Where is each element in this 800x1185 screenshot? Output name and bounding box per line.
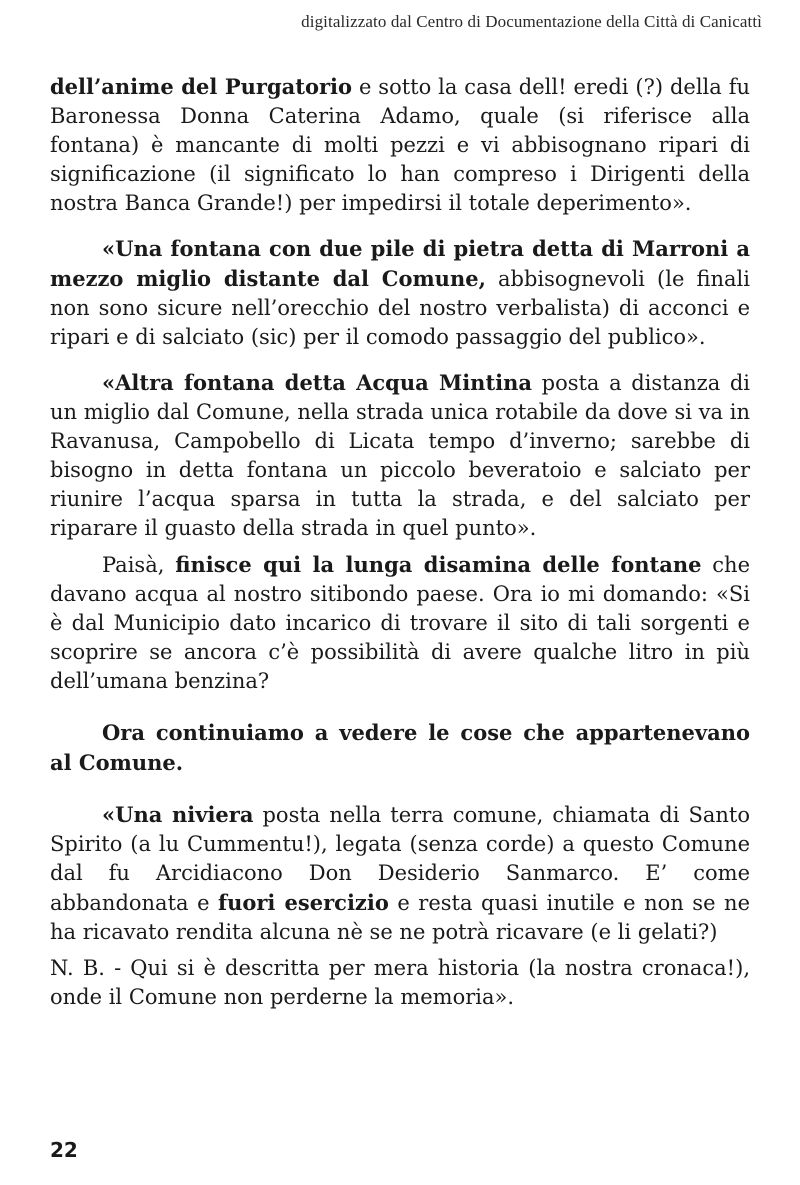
paragraph bbox=[50, 72, 750, 218]
bold-phrase: fuori esercizio bbox=[218, 890, 389, 915]
digitization-credit: digitalizzato dal Centro di Documentazione della Città di Canicattì bbox=[301, 12, 762, 31]
paragraph-text: e resta quasi inutile e non se ne ha ricavato rendita alcuna nè se ne potrà ricavare (e li gelati?) bbox=[50, 891, 750, 944]
paragraph-text: che davano acqua al nostro sitibondo paese. Ora io mi domando: «Si è dal Municipio dato incarico di trovare il sito di tali sorgenti e scoprire se ancora c’è possibilità di avere qualche litro in più dell’umana benzina? bbox=[50, 553, 751, 693]
paragraph-text: posta nella terra comune, chiamata di Santo Spirito (a lu Cummentu!), legata (senza corde) a questo Comune dal fu Arcidiacono Don Desiderio Sanmarco. E’ come abbandonata e bbox=[50, 803, 750, 915]
bold-phrase: «Altra fontana detta Acqua Mintina bbox=[102, 370, 533, 395]
paragraph bbox=[50, 800, 750, 947]
paragraph bbox=[50, 718, 750, 778]
bold-phrase: finisce qui la lunga disamina delle fontane bbox=[175, 552, 702, 577]
bold-phrase: «Una niviera bbox=[102, 802, 254, 827]
paragraph-text: Paisà, bbox=[102, 553, 176, 577]
paragraph-text: e sotto la casa dell! eredi (?) della fu Baronessa Donna Caterina Adamo, quale (si riferisce alla fontana) è mancante di molti pezzi e vi abbisognano ripari di significazione (il significato lo han compreso i Dirigenti della nostra Banca Grande!) per impedirsi il totale deperimento». bbox=[50, 75, 751, 215]
paragraph-text: N. B. - Qui si è descritta per mera historia (la nostra cronaca!), onde il Comune non perderne la memoria». bbox=[50, 956, 750, 1009]
paragraph-note bbox=[50, 954, 750, 1012]
paragraph bbox=[50, 234, 750, 352]
paragraph-text: abbisognevoli (le finali non sono sicure nell’orecchio del nostro verbalista) di acconci e ripari e di salciato (sic) per il comodo passaggio del publico». bbox=[50, 267, 750, 349]
bold-phrase: «Una fontana con due pile di pietra detta di Marroni a mezzo miglio distante dal Comune, bbox=[50, 236, 750, 291]
paragraph-text: posta a distanza di un miglio dal Comune, nella strada unica rotabile da dove si va in Ravanusa, Campobello di Licata tempo d’inverno; sarebbe di bisogno in detta fontana un piccolo beveratoio e salciato per riunire l’acqua sparsa in tutta la strada, e del salciato per riparare il guasto della strada in quel punto». bbox=[50, 371, 750, 540]
page-body bbox=[50, 72, 750, 1012]
paragraph bbox=[50, 368, 750, 543]
paragraph bbox=[50, 550, 750, 696]
page-number: 22 bbox=[50, 1138, 78, 1162]
bold-phrase: dell’anime del Purgatorio bbox=[50, 74, 353, 99]
bold-phrase: Ora continuiamo a vedere le cose che appartenevano al Comune. bbox=[50, 720, 750, 775]
